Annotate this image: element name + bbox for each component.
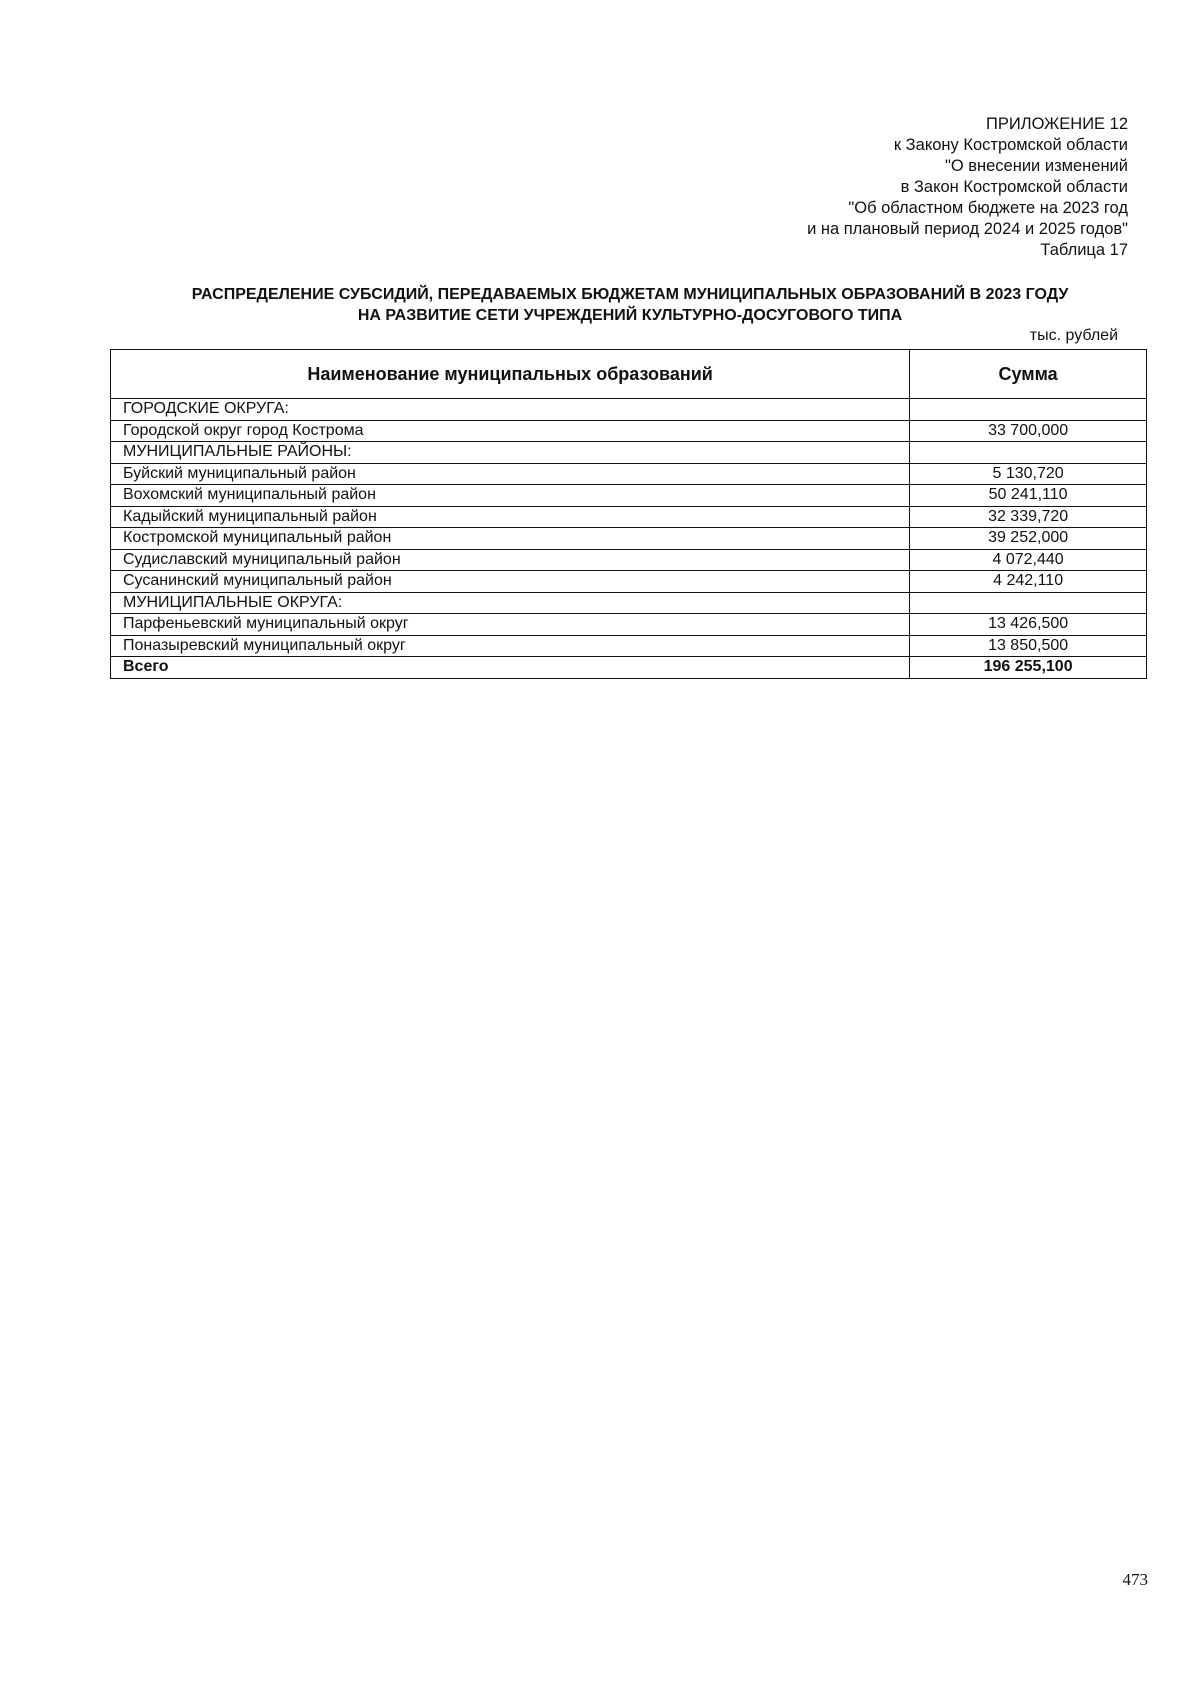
row-sum: 13 850,500 [910, 635, 1147, 657]
row-name: Костромской муниципальный район [111, 528, 910, 550]
table-row [111, 420, 1147, 442]
table-row [111, 571, 1147, 593]
appendix-header [807, 114, 1128, 261]
table-number: Таблица 17 [1040, 241, 1128, 259]
row-sum [910, 592, 1147, 614]
table-row [111, 528, 1147, 550]
law-reference-line: и на плановый период 2024 и 2025 годов" [807, 220, 1128, 238]
row-sum [910, 442, 1147, 464]
row-sum: 4 072,440 [910, 549, 1147, 571]
title-line-1: РАСПРЕДЕЛЕНИЕ СУБСИДИЙ, ПЕРЕДАВАЕМЫХ БЮДЖЕТАМ МУНИЦИПАЛЬНЫХ ОБРАЗОВАНИЙ В 2023 ГОДУ [191, 286, 1069, 303]
row-name: МУНИЦИПАЛЬНЫЕ РАЙОНЫ: [111, 442, 910, 464]
row-name: Судиславский муниципальный район [111, 549, 910, 571]
row-sum: 5 130,720 [910, 463, 1147, 485]
table-row [111, 463, 1147, 485]
table-row [111, 399, 1147, 421]
law-reference-line: к Закону Костромской области [893, 136, 1128, 154]
appendix-number: ПРИЛОЖЕНИЕ 12 [986, 115, 1128, 133]
table-header-row [111, 350, 1147, 399]
total-row [111, 657, 1147, 679]
row-sum: 39 252,000 [910, 528, 1147, 550]
row-name: Парфеньевский муниципальный округ [111, 614, 910, 636]
table-row [111, 592, 1147, 614]
document-title [110, 284, 1150, 326]
page-number: 473 [1122, 1570, 1148, 1589]
units-label: тыс. рублей [1029, 327, 1118, 344]
row-name: Сусанинский муниципальный район [111, 571, 910, 593]
row-sum: 4 242,110 [910, 571, 1147, 593]
table-row [111, 635, 1147, 657]
table-row [111, 614, 1147, 636]
title-line-2: НА РАЗВИТИЕ СЕТИ УЧРЕЖДЕНИЙ КУЛЬТУРНО-ДОСУГОВОГО ТИПА [357, 307, 903, 324]
row-sum: 13 426,500 [910, 614, 1147, 636]
table-row [111, 506, 1147, 528]
column-header-sum: Сумма [910, 350, 1147, 399]
subsidy-table [110, 349, 1147, 679]
row-name: МУНИЦИПАЛЬНЫЕ ОКРУГА: [111, 592, 910, 614]
total-sum: 196 255,100 [910, 657, 1147, 679]
row-sum [910, 399, 1147, 421]
law-reference-line: "Об областном бюджете на 2023 год [848, 199, 1128, 217]
row-name: Кадыйский муниципальный район [111, 506, 910, 528]
row-name: Вохомский муниципальный район [111, 485, 910, 507]
row-name: Поназыревский муниципальный округ [111, 635, 910, 657]
law-reference-line: в Закон Костромской области [900, 178, 1128, 196]
table-row [111, 442, 1147, 464]
row-name: Буйский муниципальный район [111, 463, 910, 485]
law-reference-line: "О внесении изменений [944, 157, 1128, 175]
table-row [111, 549, 1147, 571]
row-sum: 32 339,720 [910, 506, 1147, 528]
column-header-name: Наименование муниципальных образований [111, 350, 910, 399]
row-name: ГОРОДСКИЕ ОКРУГА: [111, 399, 910, 421]
total-label: Всего [111, 657, 910, 679]
row-sum: 33 700,000 [910, 420, 1147, 442]
table-row [111, 485, 1147, 507]
row-name: Городской округ город Кострома [111, 420, 910, 442]
row-sum: 50 241,110 [910, 485, 1147, 507]
